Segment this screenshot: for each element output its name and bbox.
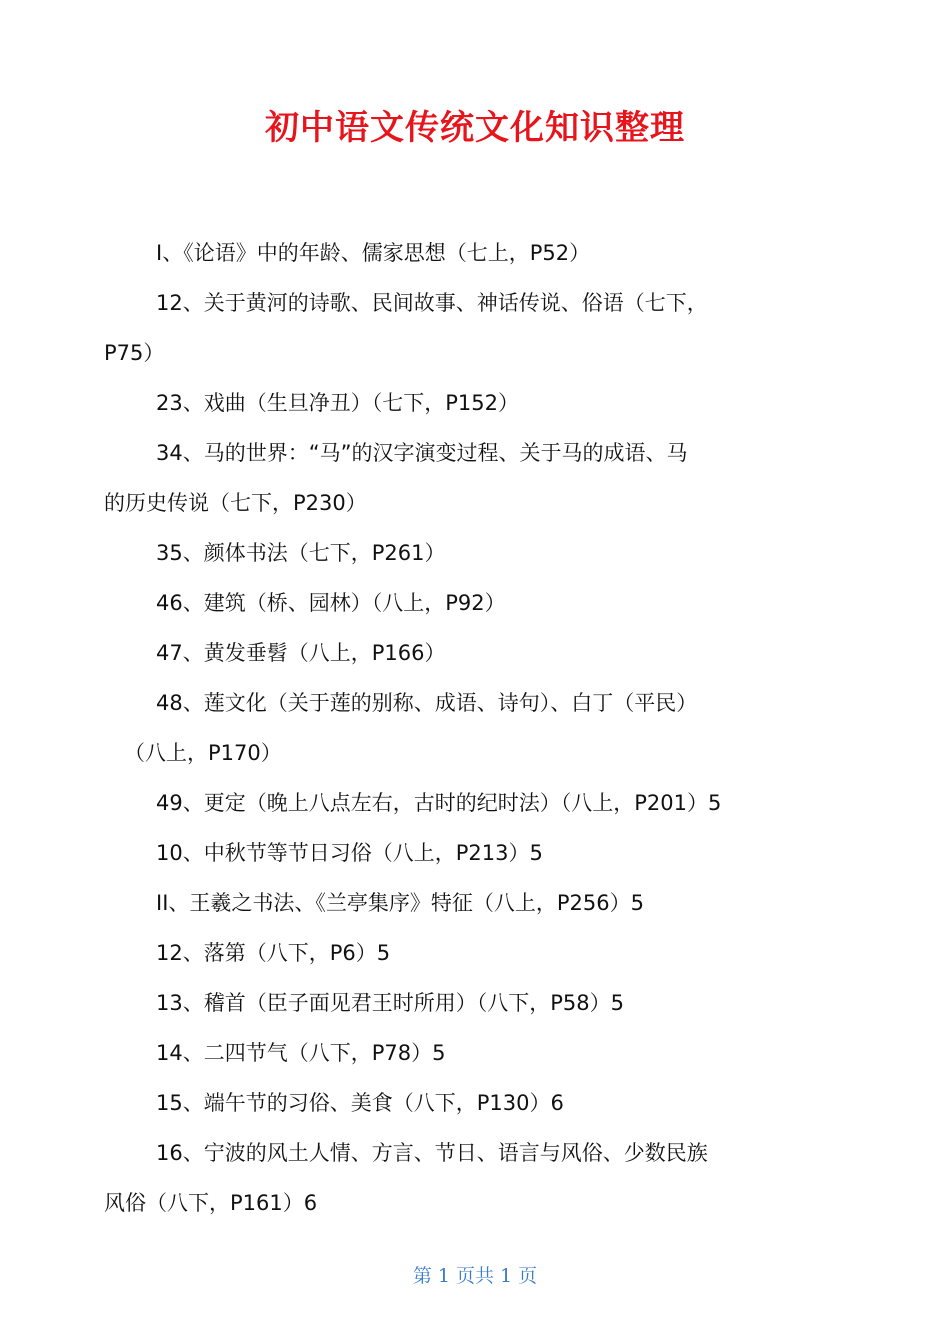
list-item-text: 14、二四节气（八下，P78）5 bbox=[156, 1041, 446, 1065]
list-item bbox=[104, 828, 794, 878]
document-content bbox=[104, 228, 794, 1228]
list-item-text: 23、戏曲（生旦净丑）（七下，P152） bbox=[156, 391, 519, 415]
list-item-text: 15、端午节的习俗、美食（八下，P130）6 bbox=[156, 1091, 564, 1115]
list-item-text: 12、落第（八下，P6）5 bbox=[156, 941, 391, 965]
list-item-continuation: （八上，P170） bbox=[124, 741, 282, 765]
list-item-text: 13、稽首（臣子面见君王时所用）（八下，P58）5 bbox=[156, 991, 624, 1015]
list-item bbox=[104, 628, 794, 678]
list-item bbox=[104, 578, 794, 628]
list-item bbox=[104, 878, 794, 928]
list-item-text: 46、建筑（桥、园林）（八上，P92） bbox=[156, 591, 506, 615]
list-item-text: 48、莲文化（关于莲的别称、成语、诗句）、白丁（平民） bbox=[156, 691, 698, 715]
list-item-text: I、《论语》中的年龄、儒家思想（七上，P52） bbox=[156, 241, 591, 265]
list-item-text: 16、宁波的风土人情、方言、节日、语言与风俗、少数民族 bbox=[156, 1141, 708, 1165]
list-item-text: 47、黄发垂髫（八上，P166） bbox=[156, 641, 446, 665]
list-item-text: II、王羲之书法、《兰亭集序》特征（八上，P256）5 bbox=[156, 891, 644, 915]
list-item-continuation: 风俗（八下，P161）6 bbox=[104, 1191, 318, 1215]
list-item-continuation: 的历史传说（七下，P230） bbox=[104, 491, 367, 515]
document-title: 初中语文传统文化知识整理 bbox=[265, 108, 685, 148]
list-item bbox=[104, 778, 794, 828]
list-item bbox=[104, 978, 794, 1028]
list-item bbox=[104, 528, 794, 578]
list-item-text: 10、中秋节等节日习俗（八上，P213）5 bbox=[156, 841, 543, 865]
list-item-text: 34、马的世界：“马”的汉字演变过程、关于马的成语、马 bbox=[156, 441, 688, 465]
list-item-continuation: P75） bbox=[104, 341, 165, 365]
list-item bbox=[104, 428, 794, 528]
list-item-text: 35、颜体书法（七下，P261） bbox=[156, 541, 446, 565]
list-item bbox=[104, 1078, 794, 1128]
list-item bbox=[104, 378, 794, 428]
list-item bbox=[104, 1028, 794, 1078]
list-item bbox=[104, 1128, 794, 1228]
list-item bbox=[104, 678, 794, 778]
page-footer: 第 1 页共 1 页 bbox=[412, 1265, 538, 1287]
list-item bbox=[104, 278, 794, 378]
list-item-text: 49、更定（晚上八点左右，古时的纪时法）（八上，P201）5 bbox=[156, 791, 722, 815]
list-item-text: 12、关于黄河的诗歌、民间故事、神话传说、俗语（七下， bbox=[156, 291, 708, 315]
list-item bbox=[104, 228, 794, 278]
list-item bbox=[104, 928, 794, 978]
